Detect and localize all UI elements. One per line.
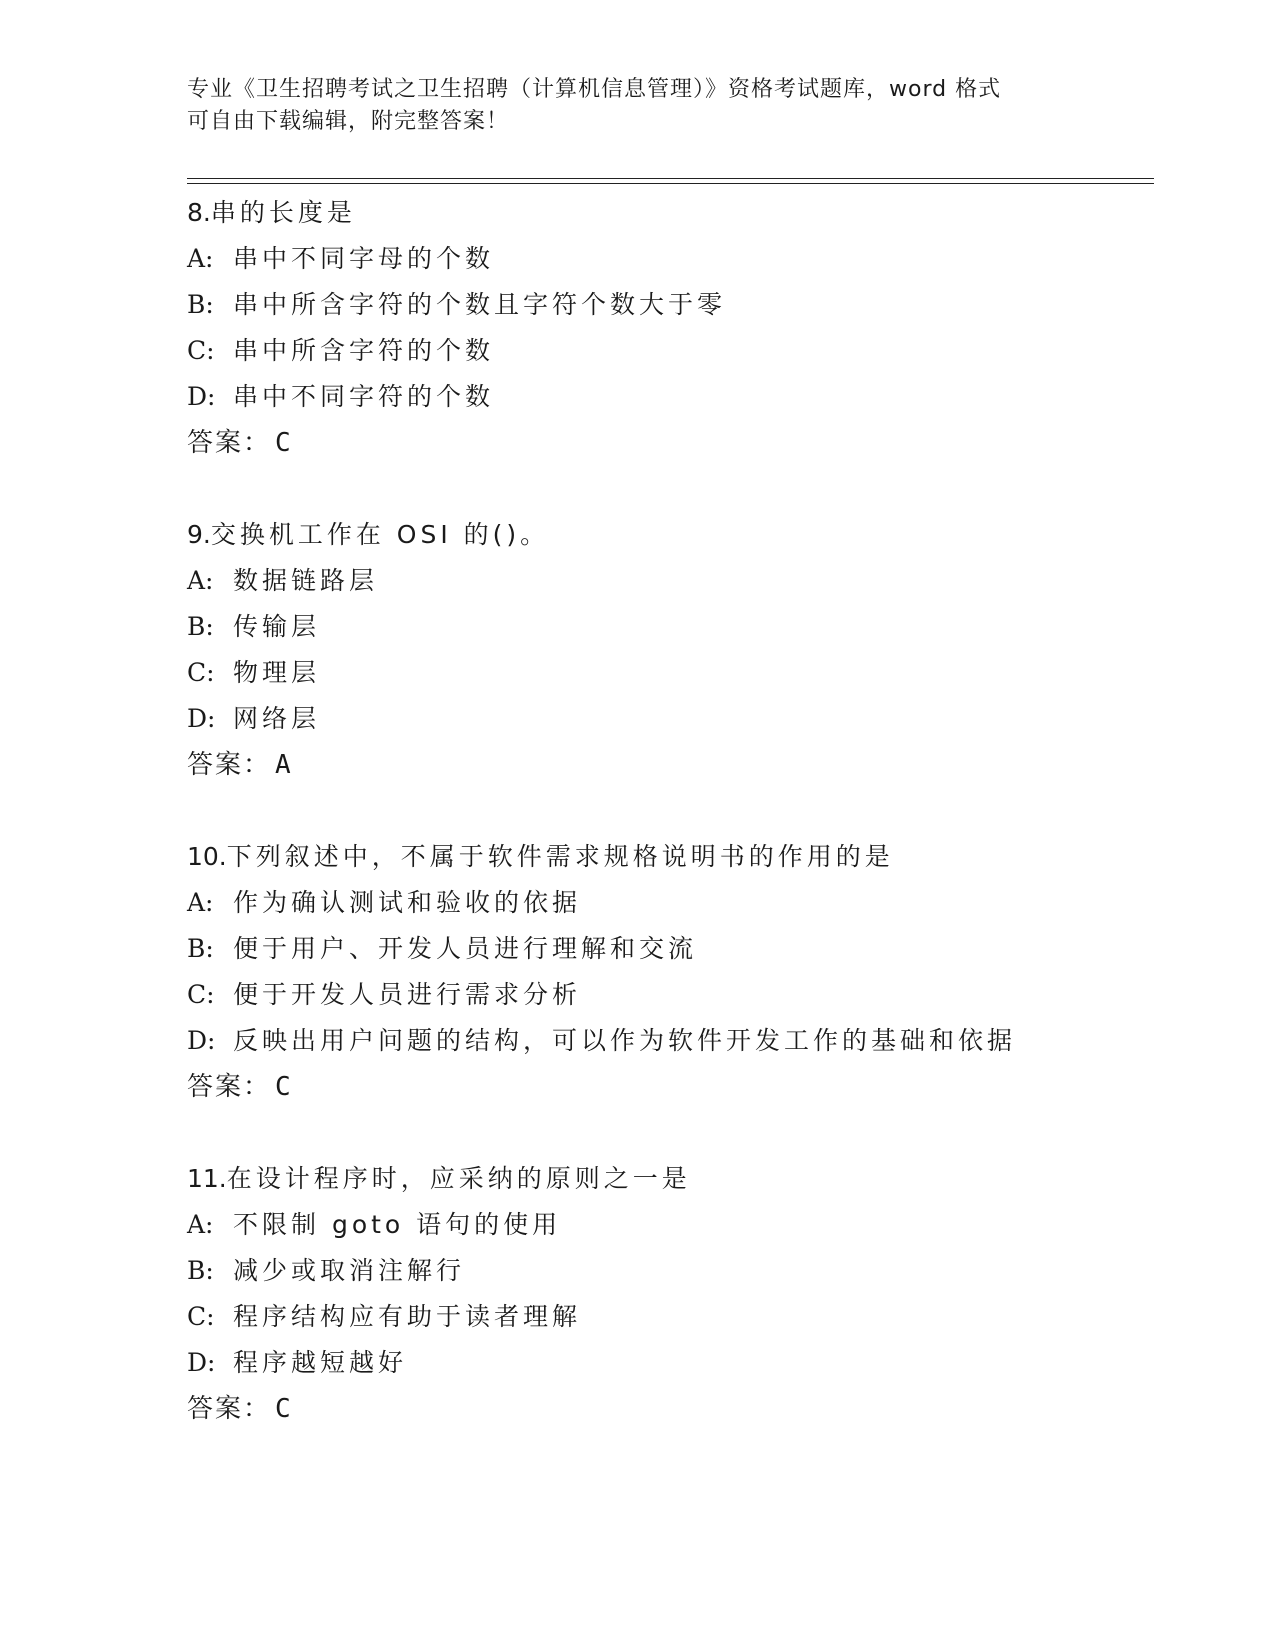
question-text: 串的长度是 (210, 198, 356, 227)
question-number: 11. (187, 1164, 227, 1193)
header-divider-bottom (187, 183, 1154, 184)
answer-value: A (275, 750, 293, 780)
option-key: C: (187, 336, 215, 365)
option-key: C: (187, 658, 215, 687)
option-key: C: (187, 980, 215, 1009)
option-a (187, 558, 1147, 604)
option-text: 物理层 (233, 658, 321, 687)
option-text: 作为确认测试和验收的依据 (233, 888, 582, 917)
answer-line (187, 420, 1147, 466)
option-text: 串中不同字母的个数 (233, 244, 495, 273)
option-a (187, 1202, 1147, 1248)
answer-value: C (275, 428, 293, 458)
answer-line (187, 742, 1147, 788)
option-text: 串中不同字符的个数 (233, 382, 495, 411)
option-key: A: (187, 244, 214, 273)
option-key: C: (187, 1302, 215, 1331)
question-text: 交换机工作在 OSI 的()。 (210, 520, 550, 549)
question-list (187, 190, 1147, 1478)
question-number: 9. (187, 520, 211, 549)
option-text: 程序结构应有助于读者理解 (233, 1302, 582, 1331)
option-key: B: (187, 290, 214, 319)
option-text: 便于用户、开发人员进行理解和交流 (233, 934, 698, 963)
option-b (187, 282, 1147, 328)
option-text: 程序越短越好 (233, 1348, 408, 1377)
option-text: 传输层 (233, 612, 321, 641)
option-d (187, 374, 1147, 420)
option-c (187, 650, 1147, 696)
option-key: A: (187, 888, 214, 917)
question-text: 在设计程序时，应采纳的原则之一是 (226, 1164, 691, 1193)
option-text: 网络层 (233, 704, 321, 733)
option-key: D: (187, 382, 216, 411)
option-key: A: (187, 1210, 214, 1239)
option-key: A: (187, 566, 214, 595)
question-9 (187, 512, 1147, 788)
option-c (187, 328, 1147, 374)
question-stem (187, 1156, 1147, 1202)
option-text: 串中所含字符的个数 (233, 336, 495, 365)
option-b (187, 926, 1147, 972)
answer-line (187, 1386, 1147, 1432)
header-line-1: 专业《卫生招聘考试之卫生招聘（计算机信息管理）》资格考试题库，word 格式 (187, 77, 1002, 102)
option-text: 便于开发人员进行需求分析 (233, 980, 582, 1009)
option-a (187, 236, 1147, 282)
answer-value: C (275, 1394, 293, 1424)
option-c (187, 972, 1147, 1018)
option-d (187, 1340, 1147, 1386)
option-b (187, 604, 1147, 650)
answer-line (187, 1064, 1147, 1110)
option-text: 反映出用户问题的结构，可以作为软件开发工作的基础和依据 (233, 1026, 1017, 1055)
option-text: 串中所含字符的个数且字符个数大于零 (233, 290, 727, 319)
question-11 (187, 1156, 1147, 1432)
answer-label: 答案： (187, 750, 272, 780)
question-text: 下列叙述中，不属于软件需求规格说明书的作用的是 (226, 842, 894, 871)
question-number: 8. (187, 198, 211, 227)
question-stem (187, 834, 1147, 880)
answer-value: C (275, 1072, 293, 1102)
option-key: B: (187, 1256, 214, 1285)
option-b (187, 1248, 1147, 1294)
option-d (187, 1018, 1147, 1064)
question-stem (187, 190, 1147, 236)
option-key: B: (187, 612, 214, 641)
question-stem (187, 512, 1147, 558)
option-text: 减少或取消注解行 (233, 1256, 466, 1285)
answer-label: 答案： (187, 1394, 272, 1424)
header-line-2: 可自由下载编辑，附完整答案！ (187, 109, 510, 134)
document-header (187, 74, 1087, 138)
answer-label: 答案： (187, 1072, 272, 1102)
answer-label: 答案： (187, 428, 272, 458)
question-10 (187, 834, 1147, 1110)
option-text: 数据链路层 (233, 566, 379, 595)
option-text: 不限制 goto 语句的使用 (233, 1210, 562, 1239)
option-c (187, 1294, 1147, 1340)
option-d (187, 696, 1147, 742)
option-key: D: (187, 1026, 216, 1055)
question-8 (187, 190, 1147, 466)
option-key: D: (187, 1348, 216, 1377)
option-a (187, 880, 1147, 926)
option-key: D: (187, 704, 216, 733)
header-divider-top (187, 178, 1154, 179)
option-key: B: (187, 934, 214, 963)
question-number: 10. (187, 842, 227, 871)
